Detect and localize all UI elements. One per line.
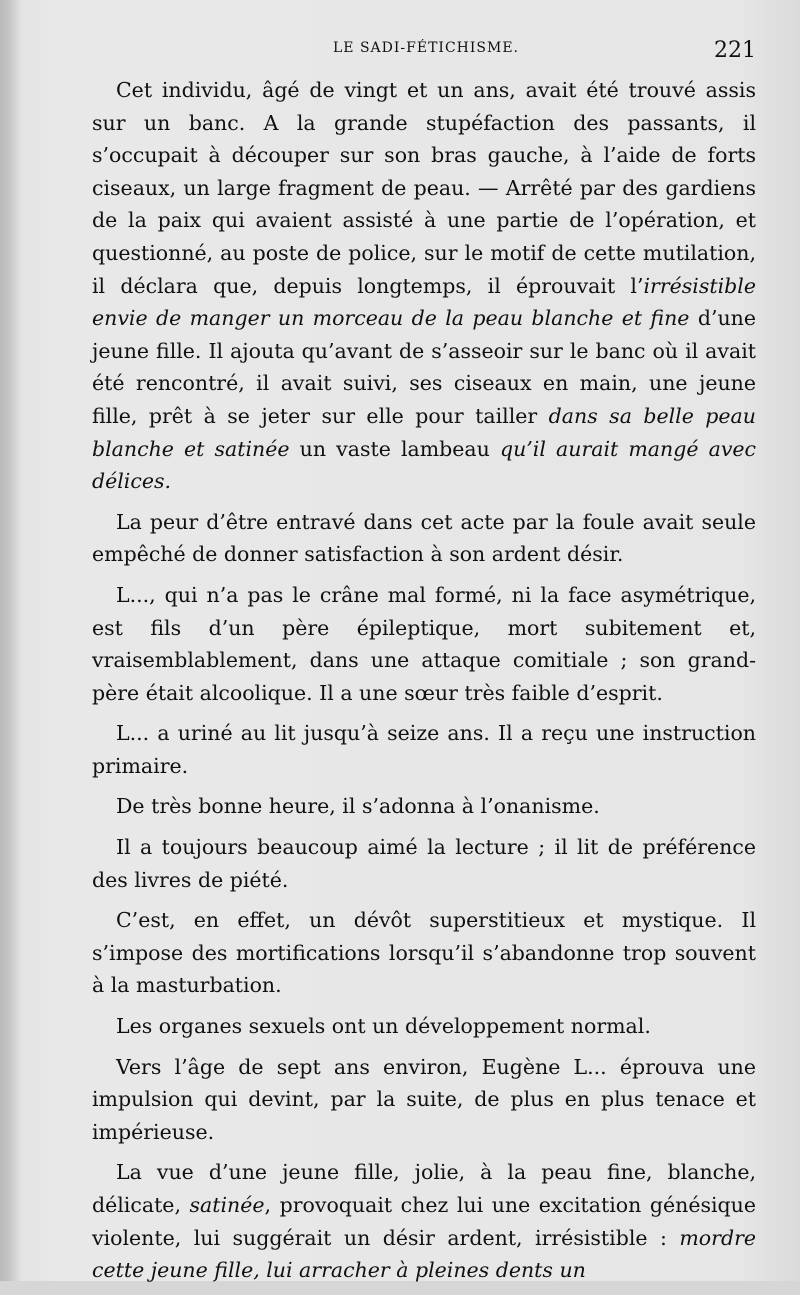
page-number: 221 [714, 38, 756, 63]
text-run: La peur d’être entravé dans cet acte par la foule avait seule empêché de donner satisfaction à son ardent désir. [92, 509, 756, 567]
text-run: L... a uriné au lit jusqu’à seize ans. Il a reçu une instruction primaire. [92, 721, 756, 778]
text-run: Les organes sexuels ont un développement normal. [116, 1014, 651, 1039]
text-run: Vers l’âge de sept ans environ, Eugène L... éprouva une impulsion qui devint, par la suite, de plus en plus tenace et impérieuse. [92, 1054, 756, 1144]
text-run: Il a toujours beaucoup aimé la lecture ; il lit de préférence des livres de piété. [92, 835, 756, 892]
paragraph [92, 74, 756, 498]
italic-text: irrésistible envie de manger un morceau de la peau blanche et fine [92, 273, 756, 331]
text-run: De très bonne heure, il s’adonna à l’onanisme. [116, 794, 600, 819]
page-gutter-shadow [0, 0, 22, 1281]
paragraph [92, 1156, 756, 1286]
text-run: La vue d’une jeune fille, jolie, à la peau fine, blanche, délicate, [92, 1160, 756, 1217]
paragraph [92, 506, 756, 571]
paragraph [92, 1010, 756, 1043]
paragraph [92, 717, 756, 782]
paragraph [92, 904, 756, 1002]
italic-text: dans sa belle peau blanche et satinée [92, 403, 756, 461]
page-header [96, 32, 756, 66]
text-run: , provoquait chez lui une excitation génésique violente, lui suggérait un désir ardent, irrésistible : [92, 1193, 756, 1250]
text-run: L..., qui n’a pas le crâne mal formé, ni la face asymétrique, est fils d’un père épileptique, mort subitement et, vraisemblablement, dans une attaque comitiale ; son grand-père était alcoolique. Il a une sœur très faible d’esprit. [92, 582, 756, 705]
paragraph [92, 831, 756, 896]
paragraph [92, 579, 756, 709]
running-title: LE SADI-FÉTICHISME. [332, 40, 519, 56]
italic-text: mordre cette jeune fille, lui arracher à pleines dents un [92, 1225, 756, 1283]
paragraph [92, 1051, 756, 1149]
body-text [92, 74, 756, 1295]
text-run: un vaste lambeau [289, 436, 500, 461]
italic-text: satinée [189, 1193, 265, 1217]
text-run: C’est, en effet, un dévôt superstitieux et mystique. Il s’impose des mortifications lorsqu’il s’abandonne trop souvent à la masturbation. [92, 908, 756, 998]
text-run: Cet individu, âgé de vingt et un ans, avait été trouvé assis sur un banc. A la grande stupéfaction des passants, il s’occupait à découper sur son bras gauche, à l’aide de forts ciseaux, un large fragment de peau. — Arrêté par des gardiens de la paix qui avaient assisté à une partie de l’opération, et questionné, au poste de police, sur le motif de cette mutilation, il déclara que, depuis longtemps, il éprouvait l’ [92, 78, 756, 298]
text-run: d’une jeune fille. Il ajouta qu’avant de s’asseoir sur le banc où il avait été rencontré, il avait suivi, ses ciseaux en main, une jeune fille, prêt à se jeter sur elle pour tailler [92, 306, 756, 428]
italic-text: qu’il aurait mangé avec délices. [92, 436, 757, 494]
paragraph [92, 790, 756, 823]
